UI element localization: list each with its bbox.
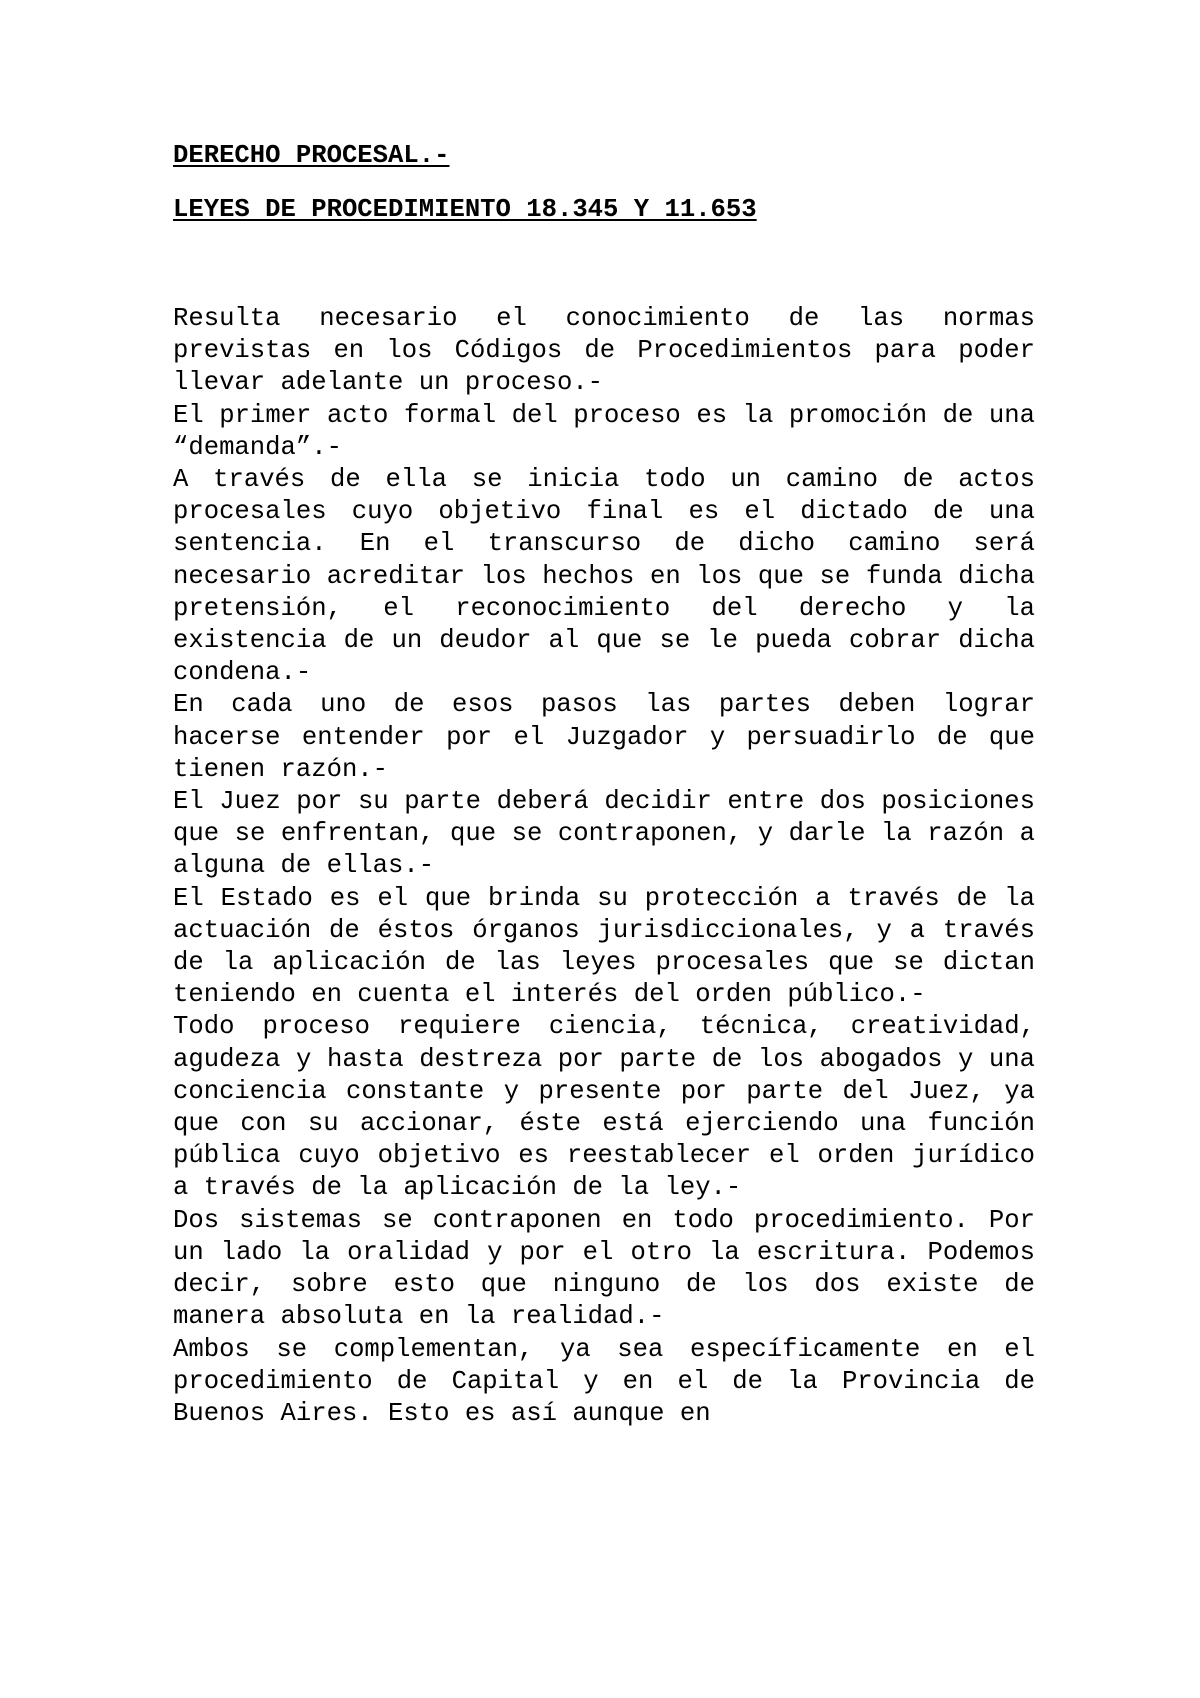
- paragraph: Ambos se complementan, ya sea específicamente en el procedimiento de Capital y en el de la Provincia de Buenos Aires. Esto es así aunque en: [173, 1334, 1035, 1428]
- paragraph: Todo proceso requiere ciencia, técnica, creatividad, agudeza y hasta destreza por parte de los abogados y una conciencia constante y presente por parte del Juez, ya que con su accionar, éste está ejerciendo una función pública cuyo objetivo es reestablecer el orden jurídico a través de la aplicación de la ley.-: [173, 1012, 1035, 1203]
- paragraph: Dos sistemas se contraponen en todo procedimiento. Por un lado la oralidad y por el otro la escritura. Podemos decir, sobre esto que ninguno de los dos existe de manera absoluta en la realidad.-: [173, 1205, 1035, 1332]
- document-title: DERECHO PROCESAL.-: [173, 141, 450, 170]
- document-content: [173, 140, 1035, 1430]
- paragraph: Resulta necesario el conocimiento de las normas previstas en los Códigos de Procedimientos para poder llevar adelante un proceso.-: [173, 304, 1035, 398]
- paragraph: En cada uno de esos pasos las partes deben lograr hacerse entender por el Juzgador y persuadirlo de que tienen razón.-: [173, 690, 1035, 784]
- paragraph: El Juez por su parte deberá decidir entre dos posiciones que se enfrentan, que se contraponen, y darle la razón a alguna de ellas.-: [173, 787, 1035, 881]
- paragraph: El Estado es el que brinda su protección a través de la actuación de éstos órganos jurisdiccionales, y a través de la aplicación de las leyes procesales que se dictan teniendo en cuenta el interés del orden público.-: [173, 883, 1035, 1010]
- document-subtitle: LEYES DE PROCEDIMIENTO 18.345 Y 11.653: [173, 195, 757, 224]
- document-body: [173, 303, 1035, 1430]
- paragraph: El primer acto formal del proceso es la promoción de una “demanda”.-: [173, 400, 1035, 462]
- paragraph: A través de ella se inicia todo un camino de actos procesales cuyo objetivo final es el dictado de una sentencia. En el transcurso de dicho camino será necesario acreditar los hechos en los que se funda dicha pretensión, el reconocimiento del derecho y la existencia de un deudor al que se le pueda cobrar dicha condena.-: [173, 465, 1035, 688]
